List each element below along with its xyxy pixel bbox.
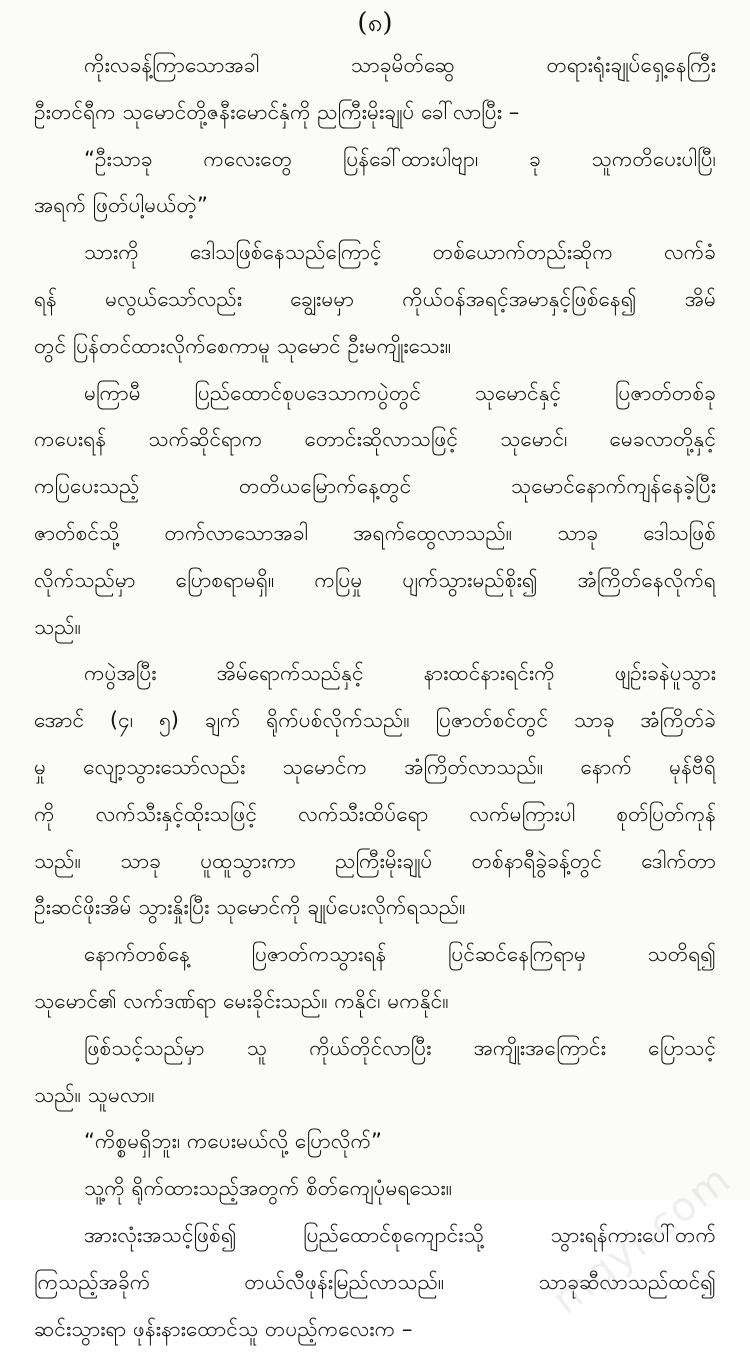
text-line: ကပြပေးသည့် တတိယမြောက်နေ့တွင် သုမောင်နောက်ကျန်နေခဲ့ပြီး <box>34 474 716 499</box>
text-line: သူ့ကို ရိုက်ထားသည့်အတွက် စိတ်ကျေပုံမရသေး။ <box>84 1176 453 1201</box>
text-line: “ဦးသာခု ကလေးတွေ ပြန်ခေါ်ထားပါဗျာ၊ ခု သူကတိပေးပါပြီ၊ <box>84 146 716 171</box>
text-line: သည်။ သာခု ပူထူသွားကာ ညကြီးမိုးချုပ် တစ်နာရီခွဲခန့်တွင် ဒေါက်တာ <box>34 848 716 873</box>
text-line: လိုက်သည်မှာ ပြောစရာမရှိ။ ကပြမှု ပျက်သွားမည်စိုး၍ အံကြိတ်နေလိုက်ရ <box>34 567 716 592</box>
text-line: ကြသည့်အခိုက် တယ်လီဖုန်းမြည်လာသည်။ သာခုဆီလာသည်ထင်၍ <box>34 1269 716 1294</box>
text-line: ဇာတ်စင်သို့ တက်လာသောအခါ အရက်ထွေလာသည်။ သာခု ဒေါသဖြစ် <box>34 520 716 545</box>
text-line: ဖြစ်သင့်သည်မှာ သူ ကိုယ်တိုင်လာပြီး အကျိုးအကြောင်း ပြောသင့် <box>84 1035 716 1060</box>
text-line: သည်။ <box>34 614 81 639</box>
text-line: သုမောင်၏ လက်ဒဏ်ရာ မေးခိုင်းသည်။ ကနိုင်၊ မကနိုင်။ <box>34 988 449 1013</box>
text-line: အောင် (၄၊ ၅) ချက် ရိုက်ပစ်လိုက်သည်။ ပြဇာတ်စင်တွင် သာခု အံကြိတ်ခဲ <box>34 708 716 733</box>
text-line: ဦးတင်ရီက သုမောင်တို့ဇနီးမောင်နှံကို ညကြီးမိုးချုပ် ခေါ်လာပြီး – <box>34 99 520 124</box>
text-line: မကြာမီ ပြည်ထောင်စုပဒေသာကပွဲတွင် သုမောင်နှင့် ပြဇာတ်တစ်ခု <box>84 380 716 405</box>
text-line: ကပေးရန် သက်ဆိုင်ရာက တောင်းဆိုလာသဖြင့် သုမောင်၊ မေခလာတို့နှင့် <box>34 427 716 452</box>
text-line: အားလုံးအသင့်ဖြစ်၍ ပြည်ထောင်စုကျောင်းသို့ သွားရန်ကားပေါ်တက် <box>84 1222 716 1247</box>
watermark: mgyi.com <box>543 1155 740 1324</box>
text-line: ရန် မလွယ်သော်လည်း ချွေးမမှာ ကိုယ်ဝန်အရင့်အမာနှင့်ဖြစ်နေ၍ အိမ် <box>34 286 716 311</box>
text-line: ဦးဆင်ဖိုးအိမ် သွားနှိုးပြီး သုမောင်ကို ချုပ်ပေးလိုက်ရသည်။ <box>34 895 466 920</box>
text-line: သည်။ သူမလာ။ <box>34 1082 155 1107</box>
text-line: နောက်တစ်နေ့ ပြဇာတ်ကသွားရန် ပြင်ဆင်နေကြရာမှ သတိရ၍ <box>84 942 716 967</box>
text-line: သားကို ဒေါသဖြစ်နေသည်ကြောင့် တစ်ယောက်တည်းဆိုက လက်ခံ <box>84 240 716 265</box>
text-line: ကပွဲအပြီး အိမ်ရောက်သည်နှင့် နားထင်နားရင်းကို ဖျဉ်းခနဲပူသွား <box>84 661 716 686</box>
text-line: “ကိစ္စမရှိဘူး၊ ကပေးမယ်လို့ ပြောလိုက်” <box>84 1129 382 1154</box>
text-line: ဆင်းသွားရာ ဖုန်းနားထောင်သူ တပည့်ကလေးက – <box>34 1316 413 1341</box>
body-text <box>34 42 716 1352</box>
text-line: တွင် ပြန်တင်ထားလိုက်စေကာမူ သုမောင် ဦးမကျိုးသေး။ <box>34 333 452 358</box>
text-line: ကို လက်သီးနှင့်ထိုးသဖြင့် လက်သီးထိပ်ရော လက်မကြားပါ စုတ်ပြတ်ကုန် <box>34 801 716 826</box>
text-line: အရက် ဖြတ်ပါ့မယ်တဲ့” <box>34 193 208 218</box>
text-line: ကိုးလခန့်ကြာသောအခါ သာခုမိတ်ဆွေ တရားရုံးချုပ်ရှေ့နေကြီး <box>84 53 716 77</box>
text-line: မှု လျော့သွားသော်လည်း သုမောင်က အံကြိတ်လာသည်။ နောက် မုန်ဗီရိ <box>34 754 716 779</box>
page-number: (၈) <box>357 8 393 38</box>
